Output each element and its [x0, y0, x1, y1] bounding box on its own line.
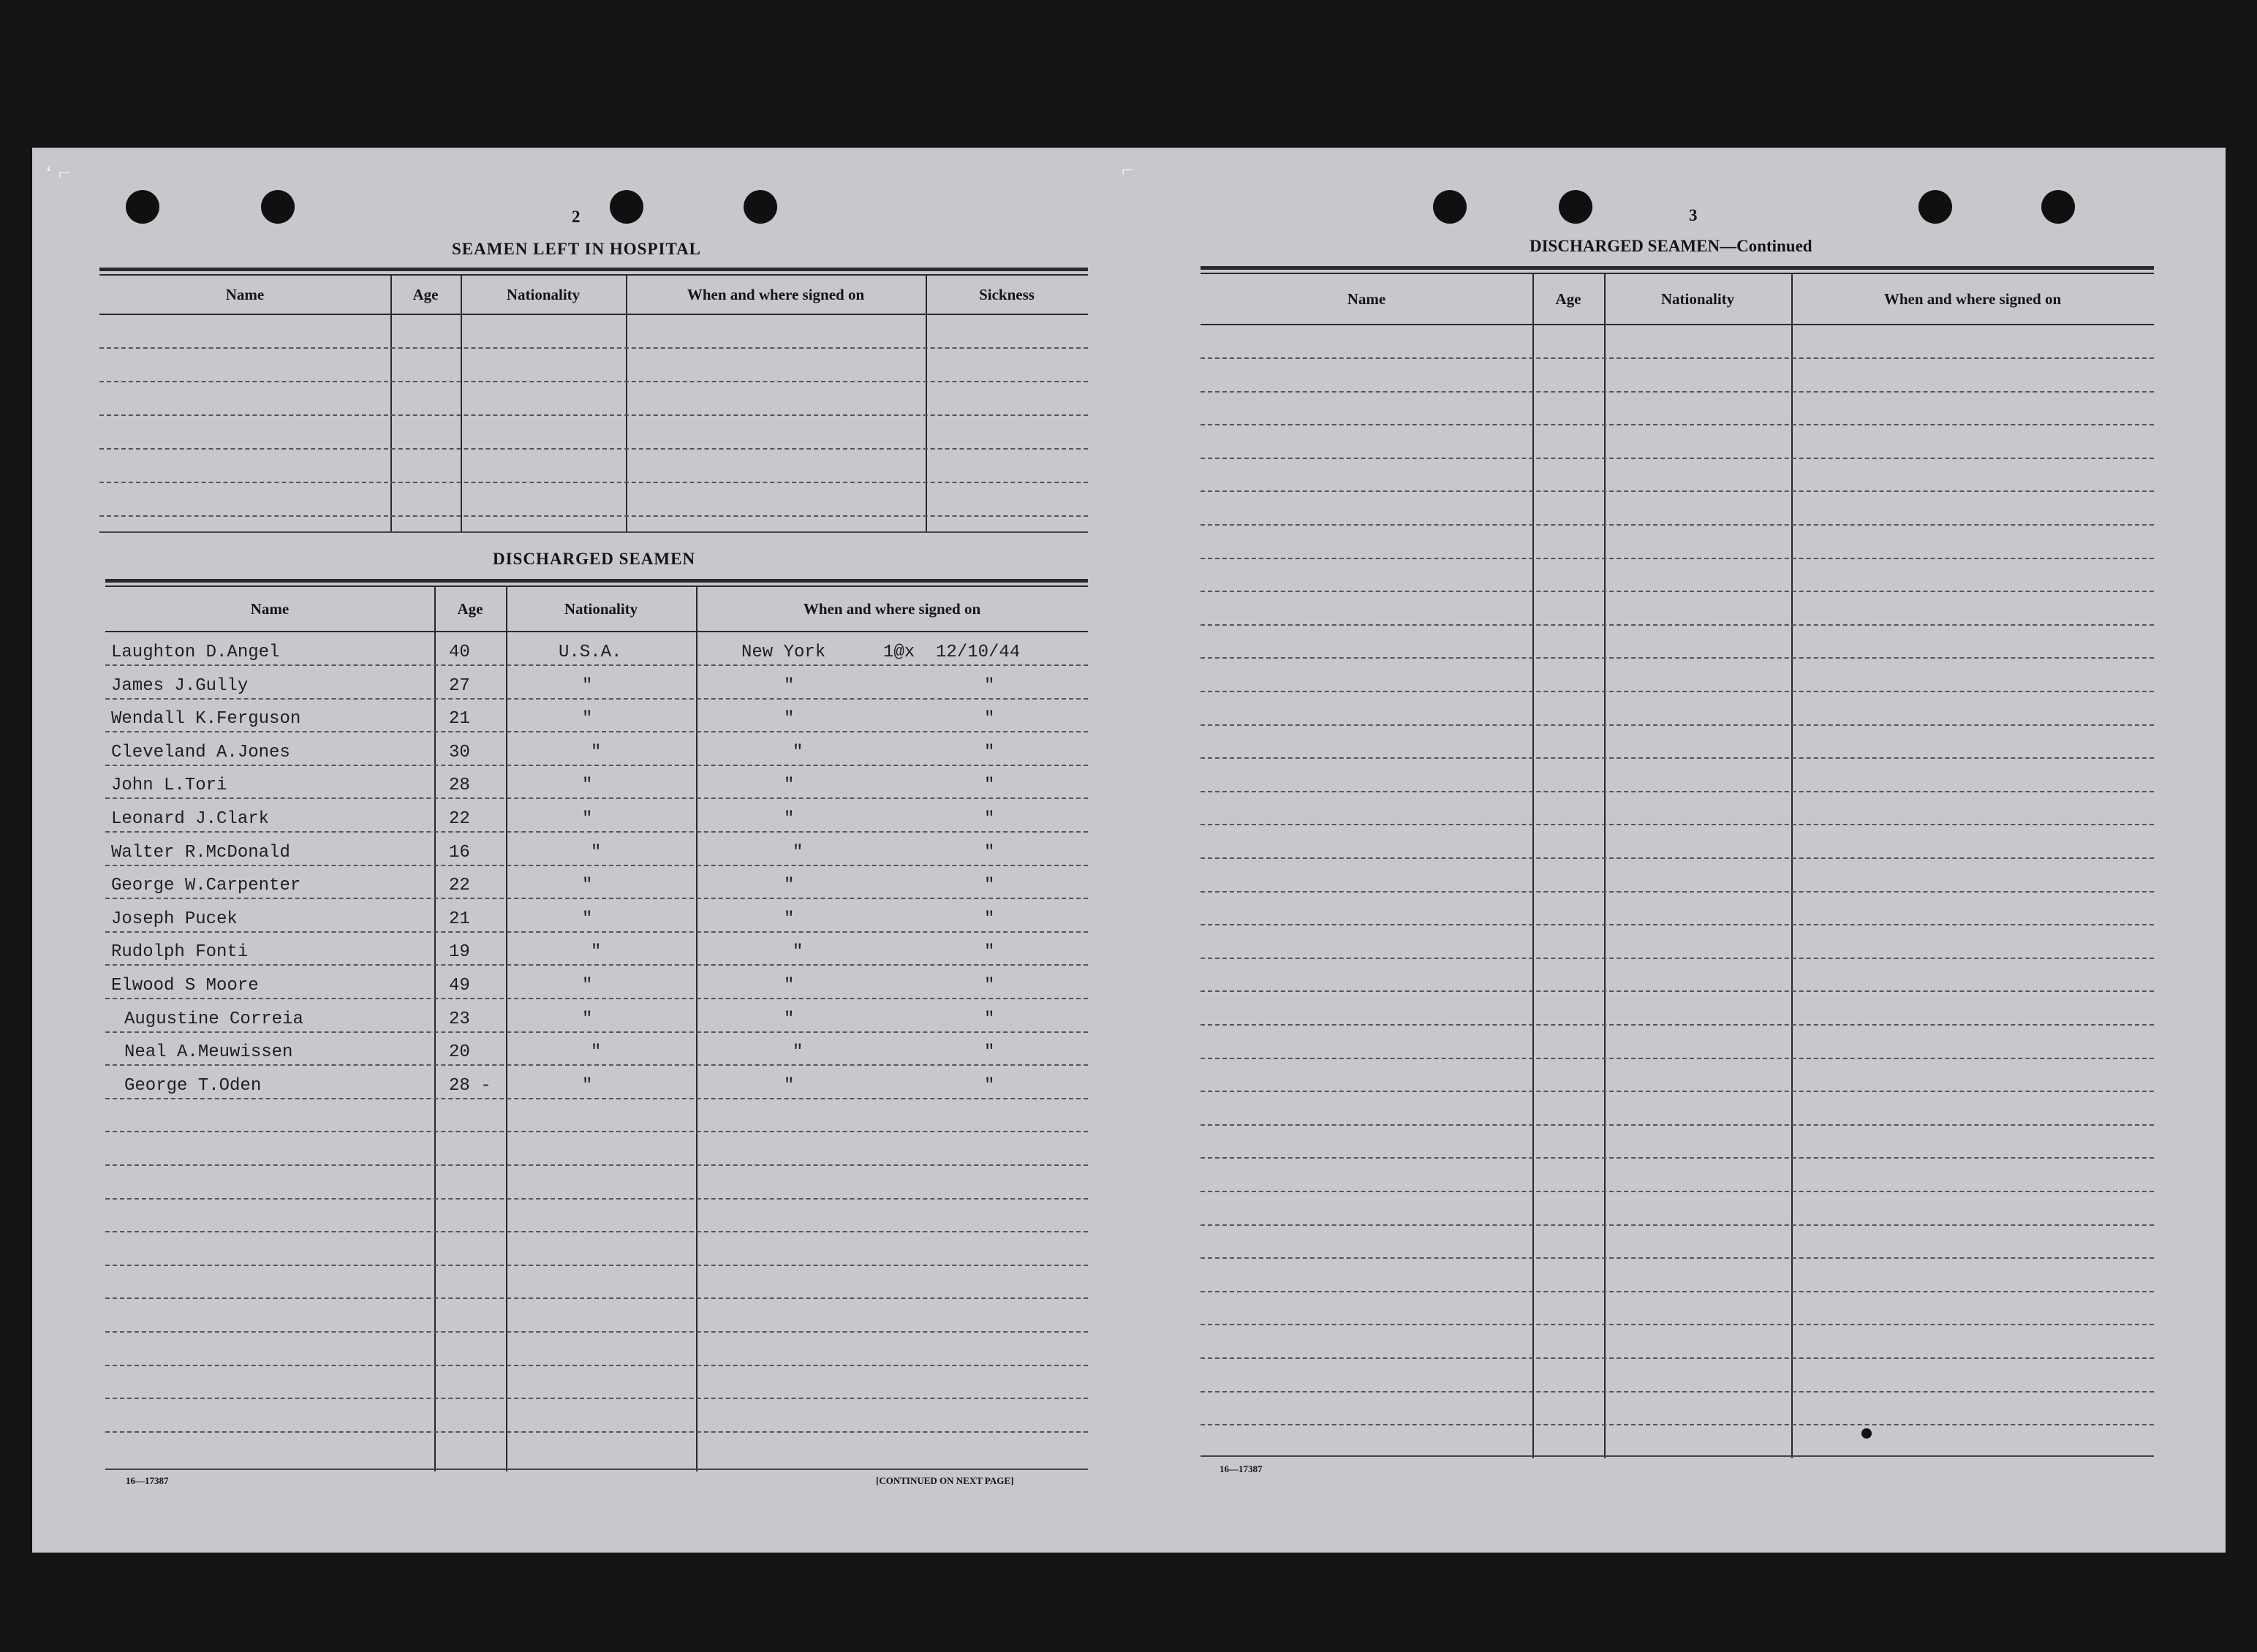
seaman-nationality: " [582, 776, 593, 796]
rule-line [1201, 924, 2154, 925]
seaman-nationality: " [582, 675, 593, 696]
seaman-nationality: " [582, 1009, 593, 1029]
rule-line [1201, 1124, 2154, 1126]
rule-line [1201, 1157, 2154, 1159]
punch-hole [261, 190, 295, 224]
seaman-nationality: " [591, 842, 602, 863]
seaman-nationality: " [582, 976, 593, 996]
rule-line [1201, 424, 2154, 425]
column-header-nationality: Nationality [506, 285, 581, 303]
rule-line [1201, 990, 2154, 992]
form-number: 16—17387 [126, 1475, 169, 1486]
table-row [105, 675, 1088, 704]
signed-on-date: " [984, 942, 995, 963]
rule-line [1201, 490, 2154, 492]
rule-line [1201, 524, 2154, 526]
signed-on-date: " [984, 709, 995, 730]
signed-on-place: " [784, 909, 795, 929]
rule-line [105, 1131, 1088, 1132]
rule-line [105, 1431, 1088, 1433]
column-header-age: Age [1555, 289, 1581, 308]
continued-section-title: DISCHARGED SEAMEN—Continued [1530, 237, 1812, 255]
edge-mark: ‘ ⌐ [45, 161, 71, 185]
rule-line [1201, 1191, 2154, 1192]
seaman-nationality: " [582, 1075, 593, 1096]
table-row [105, 808, 1088, 837]
seaman-age: 30 [449, 742, 470, 762]
seaman-name: Joseph Pucek [111, 909, 238, 929]
signed-on-place: New York [741, 643, 826, 662]
continued-note: [CONTINUED ON NEXT PAGE] [876, 1475, 1014, 1486]
rule-line [105, 1365, 1088, 1366]
page-number: 2 [572, 208, 581, 226]
column-header-name: Name [225, 285, 265, 303]
rule-line [1201, 1391, 2154, 1393]
seaman-nationality: " [582, 809, 593, 829]
seaman-age: 19 [449, 942, 470, 963]
seaman-age: 22 [449, 809, 470, 829]
column-header-signed-on: When and where signed on [687, 285, 865, 303]
rule-line [1201, 357, 2154, 359]
table-row [105, 874, 1088, 903]
punch-hole [1918, 190, 1952, 224]
rule-line [1201, 891, 2154, 893]
seaman-name: Wendall K.Ferguson [111, 709, 301, 730]
seaman-age: 27 [449, 675, 470, 696]
edge-mark: ⌐ [1122, 158, 1134, 182]
column-header-signed-on: When and where signed on [803, 599, 981, 618]
rule-line [1201, 657, 2154, 659]
seaman-name: Rudolph Fonti [111, 942, 249, 963]
signed-on-place: " [784, 675, 795, 696]
seaman-nationality: " [582, 909, 593, 929]
seaman-age: 28 - [449, 1075, 491, 1096]
punch-hole [126, 190, 159, 224]
punch-hole [610, 190, 643, 224]
column-header-age: Age [412, 285, 439, 303]
signed-on-date: " [984, 876, 995, 896]
signed-on-place: " [784, 976, 795, 996]
seaman-nationality: " [582, 876, 593, 896]
table-row [105, 741, 1088, 770]
seaman-name: Leonard J.Clark [111, 809, 270, 829]
seaman-age: 28 [449, 776, 470, 796]
signed-on-place: " [793, 942, 804, 963]
seaman-age: 20 [449, 1042, 470, 1063]
table-row [105, 1041, 1088, 1070]
ink-dot [1861, 1428, 1872, 1439]
discharged-header-row [105, 587, 1088, 632]
hospital-section-title: SEAMEN LEFT IN HOSPITAL [452, 240, 702, 258]
signed-on-place: " [793, 1042, 804, 1063]
rule-line [1201, 958, 2154, 959]
rule-line [105, 1331, 1088, 1333]
rule-line [1201, 391, 2154, 393]
signed-on-date: " [984, 809, 995, 829]
continued-header-row [1201, 274, 2154, 325]
rule-line [1201, 558, 2154, 559]
column-header-nationality: Nationality [1660, 289, 1735, 308]
seaman-nationality: " [591, 942, 602, 963]
table-row [105, 841, 1088, 871]
signed-on-place: " [784, 876, 795, 896]
seaman-name: Elwood S Moore [111, 976, 259, 996]
punch-hole [744, 190, 777, 224]
signed-on-place: " [793, 842, 804, 863]
rule-line [1201, 1058, 2154, 1059]
column-header-nationality: Nationality [564, 599, 638, 618]
discharged-section-title: DISCHARGED SEAMEN [493, 550, 696, 568]
seaman-age: 49 [449, 976, 470, 996]
signed-on-date: " [984, 776, 995, 796]
seaman-name: Neal A.Meuwissen [124, 1042, 293, 1063]
rule-line [1201, 1224, 2154, 1226]
punch-hole [2041, 190, 2075, 224]
table-row [105, 941, 1088, 970]
table-row [105, 774, 1088, 803]
rule-line [1201, 1424, 2154, 1425]
signed-on-place: " [784, 809, 795, 829]
seaman-name: Augustine Correia [124, 1009, 303, 1029]
signed-on-place: " [784, 776, 795, 796]
seaman-nationality: U.S.A. [559, 643, 622, 662]
rule-line [1201, 757, 2154, 759]
rule-line [1201, 1024, 2154, 1026]
continued-table [1201, 266, 2154, 1458]
form-number: 16—17387 [1220, 1463, 1263, 1474]
punch-hole [1433, 190, 1467, 224]
seaman-name: Walter R.McDonald [111, 842, 290, 863]
seaman-name: John L.Tori [111, 776, 227, 796]
signed-on-date: " [984, 909, 995, 929]
right-page [1120, 148, 2226, 1553]
rule-line [105, 1265, 1088, 1266]
column-header-age: Age [457, 599, 483, 618]
rule-line [1201, 591, 2154, 592]
seaman-name: Cleveland A.Jones [111, 742, 290, 762]
signed-on-date: " [984, 1009, 995, 1029]
rule-line [1201, 724, 2154, 726]
rule-line [105, 1398, 1088, 1399]
signed-on-place: " [784, 1009, 795, 1029]
rule-line [1201, 1091, 2154, 1092]
signed-on-date: " [984, 742, 995, 762]
rule-line [1201, 1357, 2154, 1359]
rule-line [1201, 1324, 2154, 1325]
rule-line [1201, 791, 2154, 792]
page-number: 3 [1689, 206, 1698, 224]
seaman-age: 21 [449, 709, 470, 730]
rule-line [105, 1297, 1088, 1299]
seaman-age: 23 [449, 1009, 470, 1029]
signed-on-date: " [984, 976, 995, 996]
seaman-name: George T.Oden [124, 1075, 262, 1096]
seaman-age: 22 [449, 876, 470, 896]
rule-line [1201, 857, 2154, 859]
signed-on-place: " [793, 742, 804, 762]
signed-on-struck: 1@x [883, 643, 915, 662]
rule-line [1201, 624, 2154, 626]
seaman-nationality: " [582, 709, 593, 730]
column-header-signed-on: When and where signed on [1883, 289, 2062, 308]
table-row [105, 641, 1088, 670]
seaman-name: James J.Gully [111, 675, 249, 696]
signed-on-place: " [784, 709, 795, 730]
table-row [105, 908, 1088, 937]
rule-line [1201, 458, 2154, 459]
rule-line [105, 1164, 1088, 1166]
seaman-age: 40 [449, 643, 470, 662]
hospital-table [99, 268, 1088, 533]
rule-line [105, 1198, 1088, 1200]
column-header-sickness: Sickness [979, 285, 1035, 303]
rule-line [1201, 691, 2154, 692]
rule-line [1201, 1291, 2154, 1292]
signed-on-date: 12/10/44 [936, 643, 1021, 662]
rule-line [1201, 824, 2154, 825]
column-header-name: Name [1347, 289, 1386, 308]
seaman-nationality: " [591, 742, 602, 762]
left-page [32, 148, 1160, 1553]
signed-on-date: " [984, 1075, 995, 1096]
punch-hole [1559, 190, 1592, 224]
table-row [105, 974, 1088, 1004]
table-row [105, 708, 1088, 737]
signed-on-date: " [984, 675, 995, 696]
seaman-age: 21 [449, 909, 470, 929]
seaman-name: George W.Carpenter [111, 876, 301, 896]
column-header-name: Name [250, 599, 290, 618]
table-row [105, 1008, 1088, 1037]
discharged-table [105, 579, 1088, 1471]
seaman-nationality: " [591, 1042, 602, 1063]
signed-on-place: " [784, 1075, 795, 1096]
rule-line [1201, 1257, 2154, 1259]
signed-on-date: " [984, 842, 995, 863]
seaman-age: 16 [449, 842, 470, 863]
rule-line [105, 1231, 1088, 1232]
signed-on-date: " [984, 1042, 995, 1063]
table-row [105, 1075, 1088, 1104]
seaman-name: Laughton D.Angel [111, 643, 280, 662]
hospital-header-row [99, 276, 1088, 315]
